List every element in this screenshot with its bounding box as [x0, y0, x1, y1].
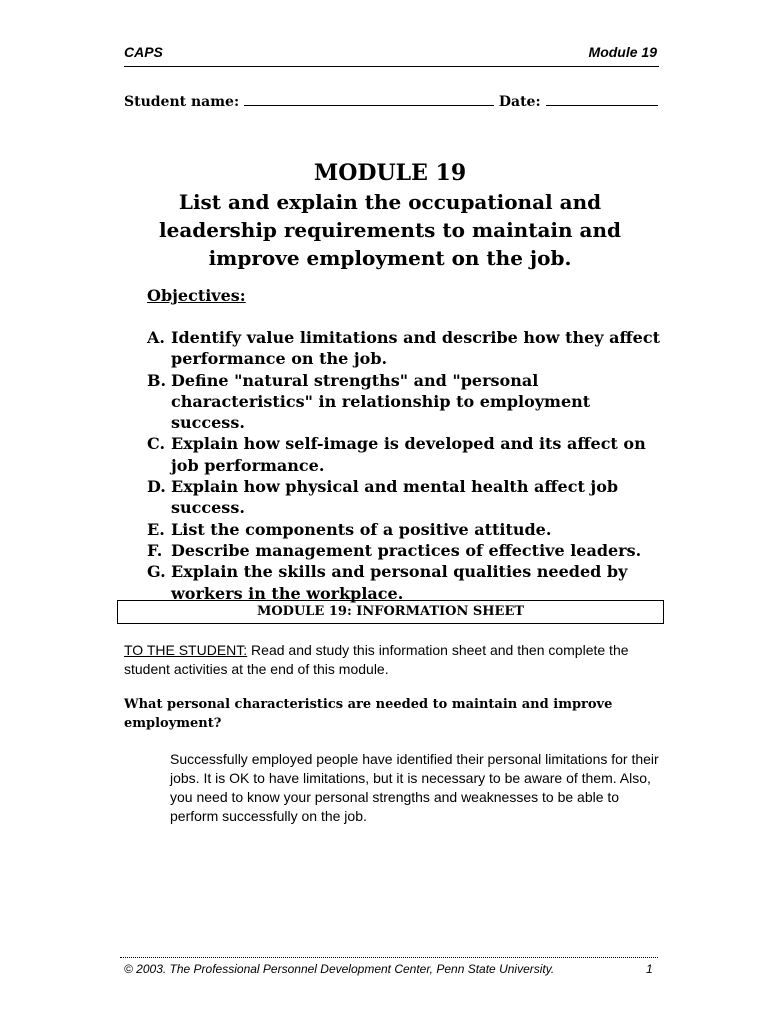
to-the-student-label: TO THE STUDENT:: [124, 642, 248, 658]
objective-item-f: [147, 540, 667, 561]
objective-letter: B.: [147, 370, 167, 390]
header-module-label: Module 19: [588, 44, 657, 60]
objectives-heading: Objectives:: [147, 286, 246, 305]
objective-text: Describe management practices of effective leaders.: [171, 540, 642, 560]
objective-text: Explain how self-image is developed and its affect on job performance.: [171, 434, 646, 475]
student-name-field[interactable]: [244, 93, 494, 106]
objective-item-c: [147, 433, 667, 476]
objective-text: Explain the skills and personal qualities needed by workers in the workplace.: [171, 562, 628, 603]
to-the-student-text: Read and study this information sheet and then complete the student activities at the end of this module.: [124, 642, 629, 677]
objective-item-b: [147, 370, 667, 434]
module-subtitle-line-3: improve employment on the job.: [208, 246, 572, 270]
objective-item-g: [147, 561, 667, 604]
objective-letter: E.: [147, 519, 165, 539]
objective-letter: A.: [147, 328, 165, 347]
section-question: What personal characteristics are needed to maintain and improve employment?: [124, 697, 613, 731]
objective-letter: F.: [147, 540, 163, 560]
objective-text: Explain how physical and mental health affect job success.: [171, 477, 619, 518]
footer-copyright: © 2003. The Professional Personnel Development Center, Penn State University.: [124, 962, 555, 976]
objective-letter: C.: [147, 434, 166, 454]
objective-item-d: [147, 476, 667, 519]
footer-page-number: 1: [646, 962, 653, 976]
body-paragraph: Successfully employed people have identified their personal limitations for their jobs. It is OK to have limitations, but it is necessary to be aware of them. Also, you need to know your personal strengths and weaknesses to be able to perform successfully on the job.: [170, 751, 659, 824]
footer-divider: [120, 957, 658, 958]
header-divider: [124, 66, 659, 67]
date-field[interactable]: [546, 93, 658, 106]
date-label: Date:: [498, 94, 541, 110]
objective-text: Identify value limitations and describe how they affect performance on the job.: [171, 328, 660, 369]
objective-item-a: [147, 327, 667, 370]
module-subtitle-line-1: List and explain the occupational and: [178, 190, 602, 214]
to-the-student-paragraph: [124, 641, 669, 679]
module-title-block: [120, 158, 660, 272]
objective-letter: D.: [147, 477, 166, 497]
objective-letter: G.: [147, 562, 166, 582]
module-subtitle-line-2: leadership requirements to maintain and: [159, 218, 621, 242]
student-name-label: Student name:: [124, 94, 240, 110]
objective-text: Define "natural strengths" and "personal characteristics" in relationship to employment success.: [171, 370, 591, 433]
objective-text: List the components of a positive attitude.: [171, 519, 552, 539]
information-sheet-banner: MODULE 19: INFORMATION SHEET: [117, 600, 664, 624]
objective-item-e: [147, 519, 667, 540]
student-info-row: [124, 93, 658, 110]
header-left-title: CAPS: [124, 44, 163, 60]
module-title: MODULE 19: [313, 160, 467, 186]
objectives-list: [147, 327, 667, 604]
